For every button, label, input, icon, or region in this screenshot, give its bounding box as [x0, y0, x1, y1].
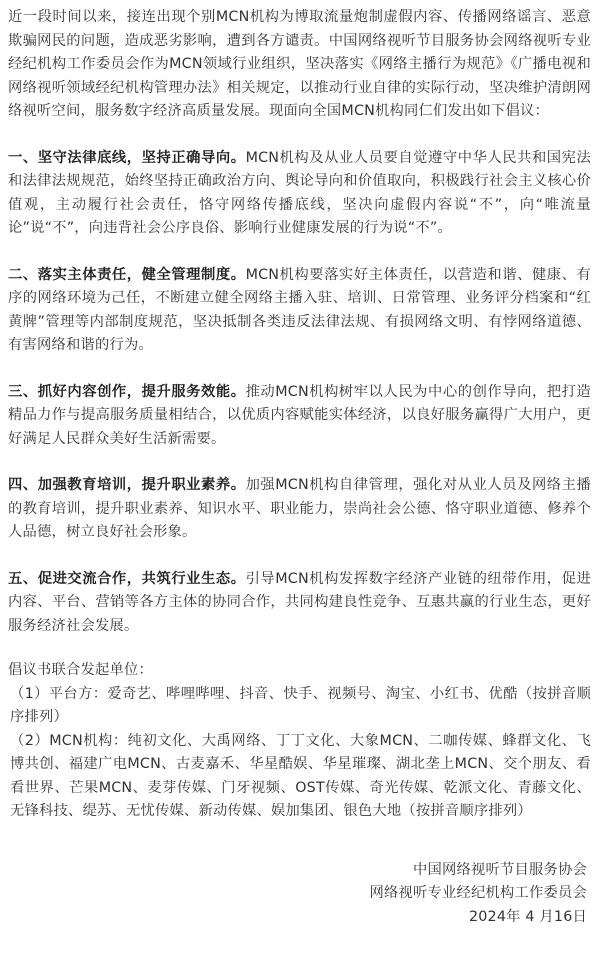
section-4-body: 加强MCN机构自律管理，强化对从业人员及网络主播的教育培训，提升职业素养、知识水平、职业能力，崇尚社会公德、恪守职业道德、修养个人品德，树立良好社会形象。 — [8, 477, 592, 540]
section-4-heading: 四、加强教育培训，提升职业素养。 — [8, 477, 246, 493]
section-2-body: MCN机构要落实好主体责任，以营造和谐、健康、有序的网络环境为己任，不断建立健全网络主播入驻、培训、日常管理、业务评分档案和“红黄牌”管理等内部制度规范，坚决抵制各类违反法律法规、有损网络文明、有悖网络道德、有害网络和谐的行为。 — [8, 266, 592, 353]
signature-org-2: 网络视听专业经纪机构工作委员会 — [369, 885, 587, 901]
section-5-heading: 五、促进交流合作，共筑行业生态。 — [8, 570, 246, 587]
signature-org-1: 中国网络视听节目服务协会 — [413, 861, 587, 878]
section-5 — [8, 568, 591, 639]
section-1-body: MCN机构及从业人员要自觉遵守中华人民共和国宪法和法律法规规范，始终坚持正确政治方向、舆论导向和价值取向，积极践行社会主义核心价值观，主动履行社会责任，恪守网络传播底线，坚决向虚假内容说“不”，向“唯流量论”说“不”，向违背社会公序良俗、影响行业健康发展的行为说“不”。 — [8, 149, 592, 236]
section-3-heading: 三、抓好内容创作，提升服务效能。 — [8, 383, 246, 400]
signature-date: 2024年 4 月16日 — [468, 908, 587, 925]
section-5-body: 引导MCN机构发挥数字经济产业链的纽带作用，促进内容、平台、营销等各方主体的协同合作，共同构建良性竞争、互惠共赢的行业生态，更好服务经济社会发展。 — [8, 570, 592, 634]
sponsors-platforms: （1）平台方：爱奇艺、哔哩哔哩、抖音、快手、视频号、淘宝、小红书、优酷（按拼音顺序排列） — [10, 685, 591, 725]
intro-paragraph: 近一段时间以来，接连出现个别MCN机构为博取流量炮制虚假内容、传播网络谣言、恶意欺骗网民的问题，造成恶劣影响，遭到各方谴责。中国网络视听节目服务协会网络视听专业经纪机构工作委员会作为MCN领域行业组织，坚决落实《网络主播行为规范》《广播电视和网络视听领域经纪机构管理办法》相关规定，以推动行业自律的实际行动，坚决维护清朗网络视听空间，服务数字经济高质量发展。现面向全国MCN机构同仁们发出如下倡议： — [8, 9, 591, 119]
section-1 — [8, 147, 591, 241]
sponsors-mcn: （2）MCN机构：纯初文化、大禹网络、丁丁文化、大象MCN、二咖传媒、蜂群文化、飞博共创、福建广电MCN、古麦嘉禾、华星酷娱、华星璀璨、湖北垄上MCN、交个朋友、看看世界、芒果MCN、麦芽传媒、门牙视频、OST传媒、奇光传媒、乾派文化、青藤文化、无锋科技、缇苏、无忧传媒、新动传媒、娱加集团、银色大地（按拼音顺序排列） — [10, 732, 591, 819]
section-4 — [8, 474, 591, 545]
sponsors-title: 倡议书联合发起单位： — [8, 662, 153, 678]
section-3-body: 推动MCN机构树牢以人民为中心的创作导向，把打造精品力作与提高服务质量相结合，以优质内容赋能实体经济，以良好服务赢得广大用户，更好满足人民群众美好生活新需要。 — [8, 383, 592, 447]
section-3 — [8, 381, 591, 452]
section-1-heading: 一、坚守法律底线，坚持正确导向。 — [8, 149, 246, 166]
section-2 — [8, 264, 591, 358]
section-2-heading: 二、落实主体责任，健全管理制度。 — [8, 266, 246, 283]
